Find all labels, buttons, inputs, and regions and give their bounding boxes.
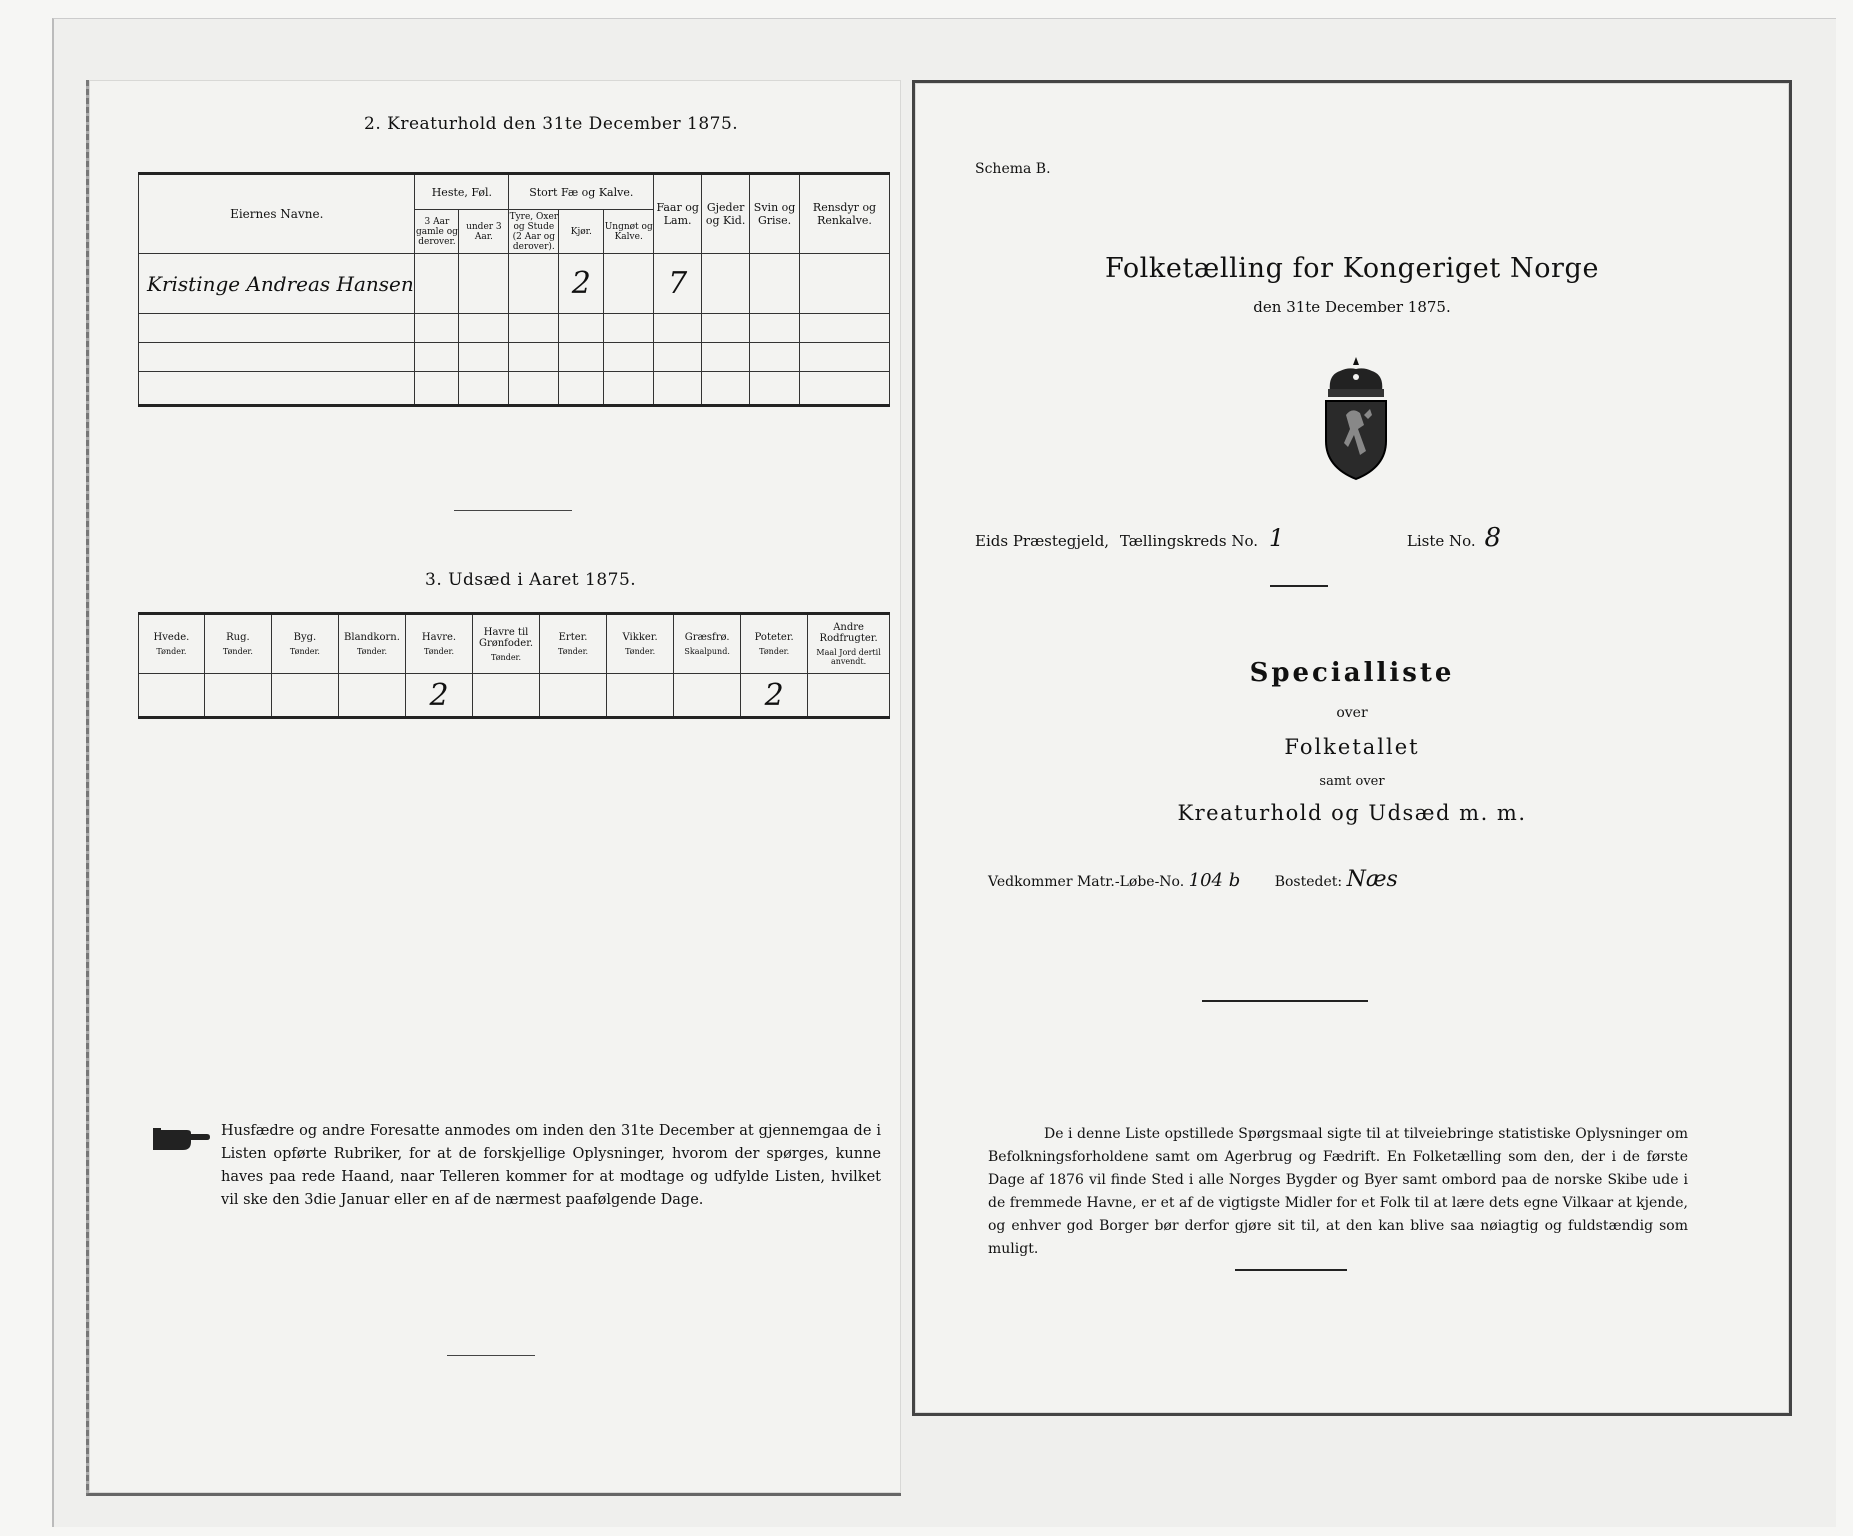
seed-header-name: Hvede. — [153, 632, 190, 643]
sheep-header: Faar og Lam. — [654, 174, 702, 254]
circuit-label: Tællingskreds No. — [1119, 532, 1259, 550]
table-row — [139, 372, 890, 406]
list-value: 8 — [1484, 523, 1501, 553]
pigs-header: Svin og Grise. — [750, 174, 800, 254]
schema-label: Schema B. — [975, 161, 1051, 177]
notice-text: Husfædre og andre Foresatte anmodes om inden den 31te December at gjennemgaa de i Listen opførte Rubriker, for at de forskjellige Oplysninger, hvorom der spørges, kunne haves paa rede Haand, naar Telleren kommer for at modtage og udfylde Listen, hvilket vil ske den 3die Januar eller en af de nærmest paafølgende Dage. — [221, 1123, 881, 1208]
pointing-hand-icon — [151, 1122, 211, 1154]
seed-header — [607, 614, 674, 674]
cattle-header: Stort Fæ og Kalve. — [509, 174, 654, 210]
folketallet-heading: Folketallet — [1284, 735, 1420, 759]
seed-value: 2 — [764, 677, 784, 713]
seed-header-name: Havre. — [421, 632, 457, 643]
seed-header — [405, 614, 472, 674]
circuit-value: 1 — [1268, 524, 1285, 552]
seed-header — [473, 614, 540, 674]
census-date: den 31te December 1875. — [1253, 298, 1451, 316]
owner-name: Kristinge Andreas Hansen — [147, 271, 414, 296]
livestock-seed-heading: Kreaturhold og Udsæd m. m. — [1177, 801, 1527, 825]
bulls-subheader: Tyre, Oxer og Stude (2 Aar og derover). — [509, 211, 559, 252]
table-row — [139, 314, 890, 343]
seed-header — [338, 614, 405, 674]
info-paragraph: De i denne Liste opstillede Spørgsmaal sigte til at tilveiebringe statistiske Oplysninger om Befolkningsforholdene samt om Agerbrug og Fædrift. En Folketælling som den, der i de første Dage af 1876 vil finde Sted i alle Norges Bygder og Byer samt ombord paa de norske Skibe ude i de fremmede Havne, er et af de vigtigste Midler for et Folk til at lære dets egne Vilkaar at kjende, og enhver god Borger bør derfor gjøre sit til, at den kan blive saa nøiagtig og fuldstændig som muligt. — [988, 1126, 1688, 1257]
goats-header: Gjeder og Kid. — [702, 174, 750, 254]
seed-header-unit: Tønder. — [558, 647, 589, 656]
seed-header-name: Rug. — [226, 632, 250, 643]
seed-header — [674, 614, 741, 674]
bosted-value: Næs — [1346, 867, 1398, 892]
list-label: Liste No. — [1406, 532, 1476, 550]
seed-header-unit: Skaalpund. — [684, 647, 730, 656]
seed-header-unit: Tønder. — [491, 652, 522, 662]
seed-header-unit: Tønder. — [289, 647, 320, 656]
right-page — [912, 80, 1792, 1416]
parish-label: Eids Præstegjeld, — [975, 532, 1110, 550]
seed-header — [139, 614, 205, 674]
seed-header-unit: Tønder. — [156, 647, 187, 656]
seed-header-name: Poteter. — [754, 632, 794, 643]
over-text: over — [1336, 705, 1368, 721]
owner-header: Eiernes Navne. — [139, 174, 415, 254]
divider — [1235, 1269, 1347, 1271]
seed-header — [540, 614, 607, 674]
livestock-table — [138, 172, 890, 407]
seed-header-name: Blandkorn. — [344, 632, 400, 643]
section3-title: 3. Udsæd i Aaret 1875. — [425, 570, 637, 590]
seed-header-unit: Maal Jord dertil anvendt. — [816, 648, 881, 666]
horses-young-subheader: under 3 Aar. — [459, 210, 509, 254]
matr-value: 104 b — [1188, 870, 1241, 891]
seed-header-name: Byg. — [293, 632, 317, 643]
sheep-value: 7 — [668, 266, 688, 301]
norway-coat-of-arms-icon — [1318, 355, 1394, 483]
samt-over-text: samt over — [1319, 774, 1385, 789]
seed-header-name: Andre Rodfrugter. — [819, 622, 878, 644]
table-row — [139, 343, 890, 372]
table-row — [139, 254, 890, 314]
special-list-title: Specialliste — [1249, 658, 1455, 688]
seed-table — [138, 612, 890, 719]
seed-header-unit: Tønder. — [356, 647, 387, 656]
seed-header-name: Vikker. — [622, 632, 658, 643]
left-page — [86, 80, 901, 1496]
young-cattle-subheader: Ungnøt og Kalve. — [604, 210, 654, 254]
seed-header — [808, 614, 890, 674]
reindeer-header: Rensdyr og Renkalve. — [800, 174, 890, 254]
divider — [447, 1355, 535, 1356]
section2-title: 2. Kreaturhold den 31te December 1875. — [364, 114, 739, 134]
seed-header — [271, 614, 338, 674]
cows-subheader: Kjør. — [559, 210, 604, 254]
district-line — [975, 523, 1755, 553]
seed-value: 2 — [429, 677, 449, 713]
cows-value: 2 — [571, 266, 591, 301]
seed-header — [204, 614, 271, 674]
table-row — [139, 674, 890, 718]
divider — [1270, 585, 1328, 587]
seed-header-name: Græsfrø. — [684, 632, 730, 643]
seed-header-unit: Tønder. — [222, 647, 253, 656]
seed-header-unit: Tønder. — [759, 647, 790, 656]
divider — [454, 510, 572, 511]
horses-header: Heste, Føl. — [415, 174, 509, 210]
horses-old-subheader: 3 Aar gamle og derover. — [415, 210, 459, 254]
seed-header-unit: Tønder. — [625, 647, 656, 656]
divider — [1202, 1000, 1368, 1002]
page-title: Folketælling for Kongeriget Norge — [1104, 253, 1600, 284]
seed-header-name: Havre til Grønfoder. — [478, 626, 534, 649]
matr-line — [988, 867, 1398, 892]
matr-label: Vedkommer Matr.-Løbe-No. — [988, 874, 1185, 890]
seed-header-name: Erter. — [558, 632, 588, 643]
seed-header — [741, 614, 808, 674]
bosted-label: Bostedet: — [1274, 874, 1343, 890]
seed-header-unit: Tønder. — [423, 647, 455, 656]
